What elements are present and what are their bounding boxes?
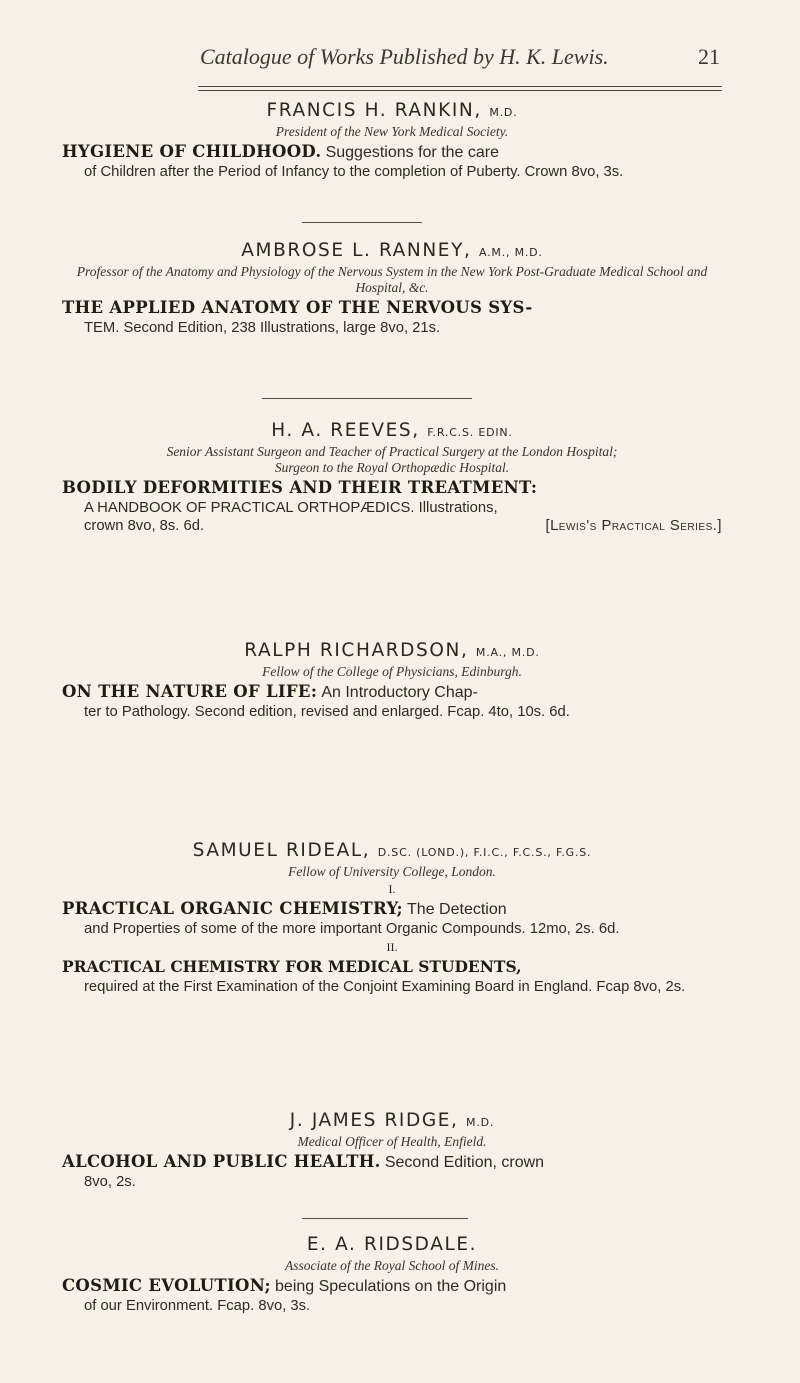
series-note: [Lewis's Practical Series.] [545, 518, 722, 534]
author-text: H. A. REEVES, [271, 420, 420, 441]
author-name [62, 840, 722, 861]
book-title: BODILY DEFORMITIES AND THEIR TREATMENT: [62, 478, 538, 497]
book-title: ALCOHOL AND PUBLIC HEALTH. [62, 1152, 381, 1171]
author-name [62, 1234, 722, 1255]
book-title: PRACTICAL ORGANIC CHEMISTRY; [62, 899, 403, 918]
book-title: HYGIENE OF CHILDHOOD. [62, 142, 322, 161]
book-description: TEM. Second Edition, 238 Illustrations, large 8vo, 21s. [84, 319, 441, 336]
author-degrees: D.SC. (LOND.), F.I.C., F.C.S., F.G.S. [377, 846, 592, 859]
entry-ridge [62, 1110, 722, 1191]
author-affiliation: President of the New York Medical Society. [275, 124, 509, 139]
header-rule [198, 86, 722, 87]
book-entry [62, 143, 722, 181]
book-description: of our Environment. Fcap. 8vo, 3s. [84, 1297, 311, 1314]
book-entry [62, 900, 722, 938]
work-numeral: I. [388, 882, 396, 896]
book-title: PRACTICAL CHEMISTRY FOR MEDICAL STUDENTS, [62, 957, 522, 976]
author-affiliation: Associate of the Royal School of Mines. [284, 1258, 500, 1273]
book-entry [62, 479, 722, 536]
book-entry [62, 1153, 722, 1191]
author-name [62, 420, 722, 441]
author-name [62, 640, 722, 661]
book-entry [62, 683, 722, 721]
book-price: crown 8vo, 8s. 6d. [84, 518, 205, 534]
book-description: and Properties of some of the more important Organic Compounds. 12mo, 2s. 6d. [84, 920, 620, 937]
affiliation-line: Surgeon to the Royal Orthopædic Hospital. [274, 460, 510, 475]
book-title: ON THE NATURE OF LIFE: [62, 682, 318, 701]
book-entry [62, 299, 722, 337]
book-subtitle: The Detection [407, 901, 507, 918]
book-title: COSMIC EVOLUTION; [62, 1276, 271, 1295]
author-text: AMBROSE L. RANNEY, [241, 240, 472, 261]
work-numeral: II. [386, 940, 398, 954]
author-name [62, 240, 722, 261]
book-entry [62, 1277, 722, 1315]
section-divider [302, 1218, 468, 1219]
section-divider [262, 398, 472, 399]
book-description: ter to Pathology. Second edition, revised and enlarged. Fcap. 4to, 10s. 6d. [84, 703, 570, 720]
book-subtitle: Second Edition, crown [384, 1154, 545, 1171]
author-affiliation: Professor of the Anatomy and Physiology of the Nervous System in the New York Post-Graduate Medical School and Hospital, &c. [76, 264, 708, 295]
author-affiliation [62, 444, 722, 476]
book-entry [62, 958, 722, 996]
book-description: 8vo, 2s. [84, 1173, 136, 1190]
book-subtitle: being Speculations on the Origin [275, 1278, 507, 1295]
section-divider [302, 222, 422, 223]
author-text: RALPH RICHARDSON, [244, 640, 469, 661]
book-title: THE APPLIED ANATOMY OF THE NERVOUS SYS- [62, 298, 533, 317]
entry-richardson [62, 640, 722, 721]
page-number: 21 [698, 44, 720, 69]
running-title: Catalogue of Works Published by H. K. Lewis. [200, 44, 609, 69]
author-degrees: M.D. [466, 1116, 495, 1129]
entry-rankin [62, 100, 722, 181]
author-degrees: M.A., M.D. [475, 646, 540, 659]
entry-reeves [62, 420, 722, 536]
author-name [62, 1110, 722, 1131]
entry-rideal [62, 840, 722, 996]
affiliation-line: Senior Assistant Surgeon and Teacher of Practical Surgery at the London Hospital; [166, 444, 618, 459]
book-description-cont [62, 517, 722, 536]
author-text: FRANCIS H. RANKIN, [266, 100, 482, 121]
author-text: E. A. RIDSDALE. [306, 1234, 478, 1255]
author-degrees: A.M., M.D. [478, 246, 543, 259]
author-text: SAMUEL RIDEAL, [192, 840, 371, 861]
book-subtitle: An Introductory Chap- [321, 684, 478, 701]
author-degrees: F.R.C.S. EDIN. [427, 426, 513, 439]
author-affiliation: Fellow of the College of Physicians, Edinburgh. [262, 664, 522, 679]
author-name [62, 100, 722, 121]
author-degrees: M.D. [489, 106, 518, 119]
book-subtitle: Suggestions for the care [325, 144, 500, 161]
author-affiliation: Fellow of University College, London. [288, 864, 496, 879]
book-description: required at the First Examination of the Conjoint Examining Board in England. Fcap 8vo, 2s. [84, 978, 686, 995]
author-text: J. JAMES RIDGE, [289, 1110, 459, 1131]
header-rule-secondary [198, 90, 722, 91]
author-affiliation: Medical Officer of Health, Enfield. [297, 1134, 487, 1149]
entry-ridsdale [62, 1234, 722, 1315]
book-description: of Children after the Period of Infancy to the completion of Puberty. Crown 8vo, 3s. [84, 163, 624, 180]
entry-ranney [62, 240, 722, 337]
book-description: A HANDBOOK OF PRACTICAL ORTHOPÆDICS. Illustrations, [84, 499, 498, 516]
